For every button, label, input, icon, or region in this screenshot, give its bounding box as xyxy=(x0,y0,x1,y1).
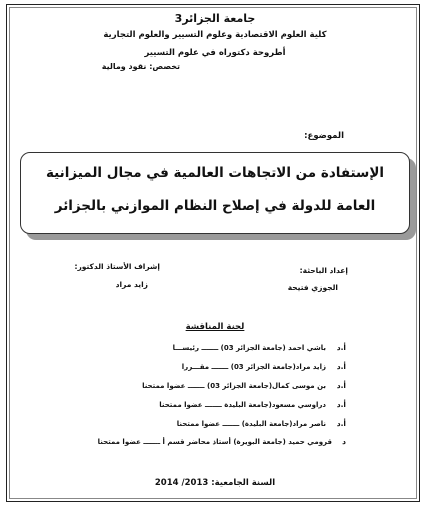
supervisor-label: إشراف الأستاذ الدكتور: xyxy=(74,262,160,271)
committee-member: قرومي حميد (جامعة البويرة) أستاذ محاضر قسم أ ـــــــ عضوا ممتحنا xyxy=(97,438,332,446)
member-prefix: أ.د xyxy=(336,343,346,352)
title-line-2: العامة للدولة في إصلاح النظام الموازني بالجزائر xyxy=(54,198,376,214)
member-prefix: أ.د xyxy=(336,400,346,409)
subject-label: الموضوع: xyxy=(304,131,344,141)
committee-member: ناصر مراد(جامعة البليدة) ـــــــ عضوا ممتحنا xyxy=(176,420,326,428)
title-box xyxy=(20,152,410,234)
faculty-name: كلية العلوم الاقتصادية وعلوم التسيير والعلوم التجارية xyxy=(103,30,327,40)
member-prefix: أ.د xyxy=(336,381,346,390)
specialty: تخصص: نقود ومالية xyxy=(101,62,180,71)
title-line-1: الإستفادة من الاتجاهات العالمية في مجال الميزانية xyxy=(45,165,385,181)
thesis-type: أطروحة دكتوراه في علوم التسيير xyxy=(144,48,286,58)
supervisor-name: زايد مراد xyxy=(115,280,148,289)
university-name: جامعة الجزائر3 xyxy=(174,12,256,25)
committee-member: باشي احمد (جامعة الجزائر 03) ـــــــ رئيســـا xyxy=(172,344,326,352)
prepared-by-label: إعداد الباحثة: xyxy=(299,266,348,275)
academic-year: السنة الجامعية: 2013/ 2014 xyxy=(154,478,276,488)
prepared-by-name: الجوزي فتيحة xyxy=(287,283,338,292)
committee-member: زايد مراد(جامعة الجزائر 03) ـــــــ مقـــررا xyxy=(181,363,326,371)
committee-member: دراوسي مسعود(جامعة البليدة ـــــــ عضوا ممتحنا xyxy=(159,401,326,409)
member-prefix: د xyxy=(342,437,346,446)
member-prefix: أ.د xyxy=(336,419,346,428)
member-prefix: أ.د xyxy=(336,362,346,371)
committee-member: بن موسى كمال(جامعة الجزائر 03) ـــــــ عضوا ممتحنا xyxy=(142,382,326,390)
committee-title: لجنة المناقشة xyxy=(185,322,245,332)
